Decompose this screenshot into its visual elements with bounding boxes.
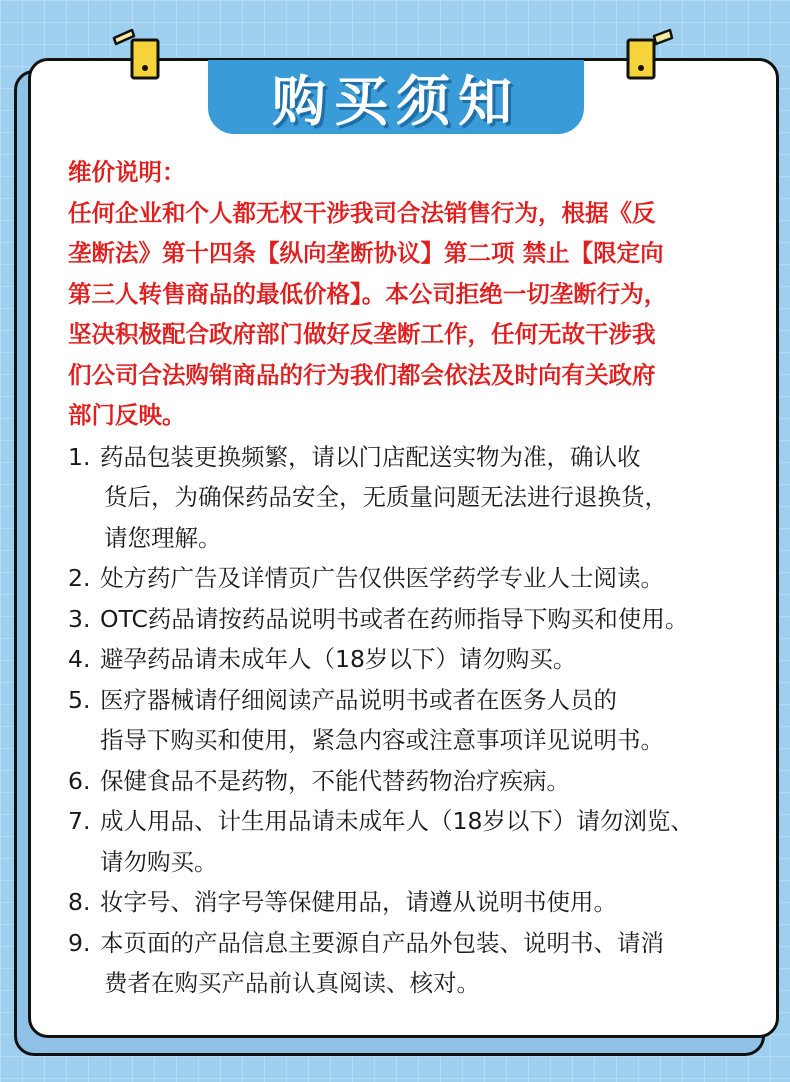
page-title: 购买须知 — [272, 69, 520, 133]
item-number: 3. — [68, 604, 91, 633]
item-text: OTC药品请按药品说明书或者在药师指导下购买和使用。 — [100, 604, 689, 633]
item-number: 1. — [68, 442, 91, 471]
price-notice-heading: 维价说明： — [68, 158, 186, 186]
item-text: 指导下购买和使用，紧急内容或注意事项详见说明书。 — [100, 726, 664, 754]
price-notice-line: 第三人转售商品的最低价格】。本公司拒绝一切垄断行为， — [68, 279, 668, 308]
item-number: 6. — [68, 766, 91, 795]
item-text: 药品包装更换频繁，请以门店配送实物为准，确认收 — [100, 442, 641, 471]
item-text: 本页面的产品信息主要源自产品外包装、说明书、请消 — [100, 928, 664, 957]
price-notice — [68, 152, 768, 436]
title-banner — [208, 60, 584, 134]
item-text: 货后，为确保药品安全，无质量问题无法进行退换货， — [104, 483, 668, 511]
item-text: 成人用品、计生用品请未成年人（18岁以下）请勿浏览、 — [100, 807, 694, 835]
item-number: 4. — [68, 645, 91, 673]
item-text: 费者在购买产品前认真阅读、核对。 — [104, 969, 480, 997]
list-item — [68, 639, 768, 680]
item-number: 2. — [68, 564, 91, 592]
list-item — [68, 801, 768, 882]
item-number: 9. — [68, 928, 91, 957]
price-notice-line: 部门反映。 — [68, 401, 186, 429]
price-notice-line: 垄断法》第十四条【纵向垄断协议】第二项 禁止【限定向 — [68, 239, 664, 267]
notice-items-list — [68, 437, 768, 1004]
notice-content — [68, 152, 768, 1004]
item-text: 保健食品不是药物，不能代替药物治疗疾病。 — [100, 766, 570, 795]
item-number: 5. — [68, 685, 91, 714]
item-text: 妆字号、消字号等保健用品，请遵从说明书使用。 — [100, 888, 617, 916]
list-item — [68, 558, 768, 599]
item-text: 医疗器械请仔细阅读产品说明书或者在医务人员的 — [100, 685, 617, 714]
price-notice-line: 们公司合法购销商品的行为我们都会依法及时向有关政府 — [68, 360, 656, 389]
list-item — [68, 882, 768, 923]
list-item — [68, 437, 768, 559]
item-text: 请勿购买。 — [100, 847, 218, 876]
price-notice-line: 坚决积极配合政府部门做好反垄断工作，任何无故干涉我 — [68, 320, 656, 348]
item-number: 7. — [68, 807, 91, 835]
list-item — [68, 761, 768, 802]
item-text: 避孕药品请未成年人（18岁以下）请勿购买。 — [100, 645, 577, 673]
item-number: 8. — [68, 888, 91, 916]
price-notice-line: 任何企业和个人都无权干涉我司合法销售行为，根据《反 — [68, 198, 656, 227]
list-item — [68, 599, 768, 640]
tape-right-decoration — [624, 28, 674, 82]
list-item — [68, 923, 768, 1004]
list-item — [68, 680, 768, 761]
tape-left-decoration — [112, 28, 162, 82]
item-text: 处方药广告及详情页广告仅供医学药学专业人士阅读。 — [100, 564, 664, 592]
item-text: 请您理解。 — [104, 523, 222, 552]
